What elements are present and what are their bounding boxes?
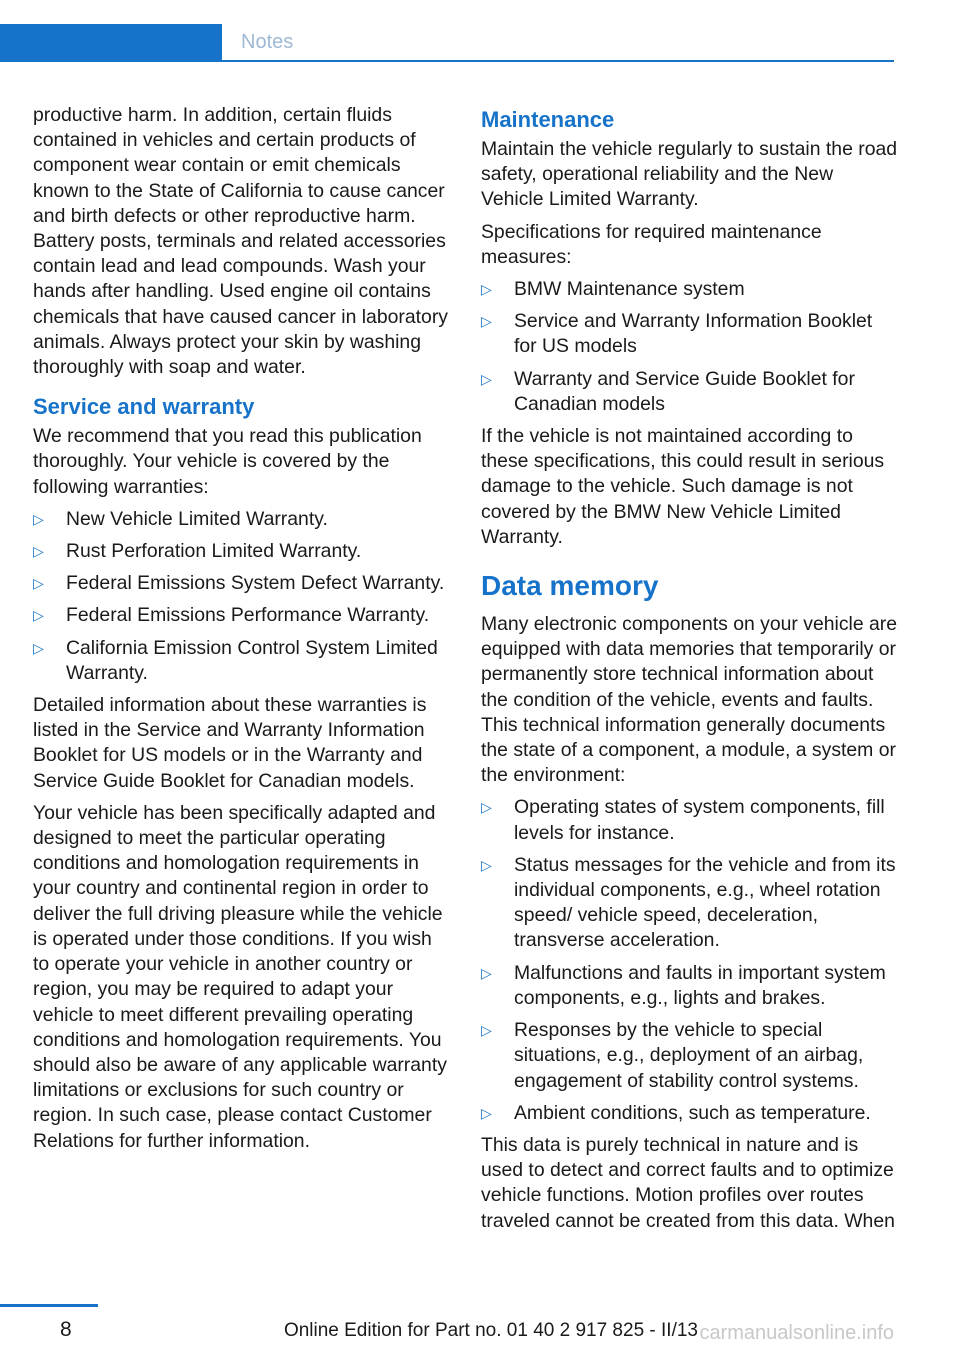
- data-memory-heading: Data memory: [481, 570, 659, 602]
- list-item: ▷ Operating states of system components, fill levels for instance.: [481, 796, 885, 844]
- list-item: ▷ Rust Perforation Limited Warranty.: [33, 539, 451, 564]
- left-column: [33, 103, 451, 1161]
- maintenance-list: [481, 277, 899, 417]
- data-paragraph-1: Many electronic components on your vehicle are equipped with data memories that temporarily or permanently store technical information about the condition of the vehicle, events and faults. This technical information generally documents the state of a component, a module, a system or the environment:: [481, 613, 898, 787]
- triangle-right-outline-icon: ▷: [481, 1104, 492, 1121]
- triangle-right-outline-icon: ▷: [33, 543, 44, 560]
- maintenance-paragraph-1: Maintain the vehicle regularly to sustain the road safety, operational reliability and the New Vehicle Limited Warranty.: [481, 138, 898, 211]
- header-rule: [222, 60, 894, 62]
- section-title: Notes: [241, 31, 294, 53]
- list-item: ▷ Malfunctions and faults in important system components, e.g., lights and brakes.: [481, 961, 886, 1009]
- triangle-right-outline-icon: ▷: [481, 281, 492, 298]
- triangle-right-outline-icon: ▷: [33, 639, 44, 656]
- list-item: ▷ Federal Emissions System Defect Warranty.: [33, 571, 451, 596]
- triangle-right-outline-icon: ▷: [481, 313, 492, 330]
- maintenance-paragraph-2: Specifications for required maintenance measures:: [481, 220, 822, 268]
- triangle-right-outline-icon: ▷: [481, 856, 492, 873]
- triangle-right-outline-icon: ▷: [481, 799, 492, 816]
- list-item: ▷ BMW Maintenance system: [481, 277, 899, 302]
- triangle-right-outline-icon: ▷: [481, 1022, 492, 1039]
- list-item: ▷ California Emission Control System Limited Warranty.: [33, 636, 438, 684]
- list-item: ▷ New Vehicle Limited Warranty.: [33, 507, 451, 532]
- service-warranty-heading: Service and warranty: [33, 394, 255, 420]
- list-item: ▷ Ambient conditions, such as temperature.: [481, 1101, 899, 1126]
- list-item: ▷ Federal Emissions Performance Warranty.: [33, 603, 451, 628]
- watermark: carmanualsonline.info: [699, 1322, 894, 1344]
- data-paragraph-2: This data is purely technical in nature and is used to detect and correct faults and to optimize vehicle functions. Motion profiles over routes traveled cannot be created from this data. When: [481, 1133, 895, 1232]
- intro-paragraph: productive harm. In addition, certain fluids contained in vehicles and certain products of component wear contain or emit chemicals known to the State of California to cause cancer and birth defects or other reproductive harm. Battery posts, terminals and related accessories contain lead and lead compounds. Wash your hands after handling. Used engine oil contains chemicals that have caused cancer in laboratory animals. Always protect your skin by washing thoroughly with soap and water.: [33, 104, 448, 379]
- triangle-right-outline-icon: ▷: [33, 575, 44, 592]
- triangle-right-outline-icon: ▷: [33, 510, 44, 527]
- footer-rule: [0, 1304, 98, 1307]
- maintenance-paragraph-3: If the vehicle is not maintained according to these specifications, this could result in serious damage to the vehicle. Such damage is not covered by the BMW New Vehicle Limited Warranty.: [481, 425, 885, 548]
- triangle-right-outline-icon: ▷: [33, 607, 44, 624]
- right-column: [481, 103, 899, 1234]
- service-paragraph-2: Detailed information about these warranties is listed in the Service and Warranty Information Booklet for US models or in the Warranty and Service Guide Booklet for Canadian models.: [33, 694, 427, 792]
- warranty-list: [33, 507, 451, 686]
- list-item: ▷ Warranty and Service Guide Booklet for Canadian models: [481, 367, 855, 415]
- service-paragraph-1: We recommend that you read this publication thoroughly. Your vehicle is covered by the following warranties:: [33, 425, 422, 498]
- list-item: ▷ Service and Warranty Information Booklet for US models: [481, 310, 873, 358]
- triangle-right-outline-icon: ▷: [481, 370, 492, 387]
- list-item: ▷ Status messages for the vehicle and from its individual components, e.g., wheel rotation speed/ vehicle speed, deceleration, transverse acceleration.: [481, 853, 896, 952]
- header-color-block: [0, 24, 222, 62]
- page-number: 8: [60, 1318, 72, 1341]
- data-list: [481, 795, 899, 1125]
- online-edition-text: Online Edition for Part no. 01 40 2 917 825 - II/13: [283, 1320, 698, 1341]
- service-paragraph-3: Your vehicle has been specifically adapted and designed to meet the particular operating conditions and homologation requirements in your country and continental region in order to deliver the full driving pleasure while the vehicle is operated under those conditions. If you wish to operate your vehicle in another country or region, you may be required to adapt your vehicle to meet different prevailing operating conditions and homologation requirements. You should also be aware of any applicable warranty limitations or exclusions for such country or region. In such case, please contact Customer Relations for further information.: [33, 801, 447, 1152]
- triangle-right-outline-icon: ▷: [481, 964, 492, 981]
- maintenance-heading: Maintenance: [481, 107, 615, 132]
- list-item: ▷ Responses by the vehicle to special situations, e.g., deployment of an airbag, engagement of stability control systems.: [481, 1019, 864, 1092]
